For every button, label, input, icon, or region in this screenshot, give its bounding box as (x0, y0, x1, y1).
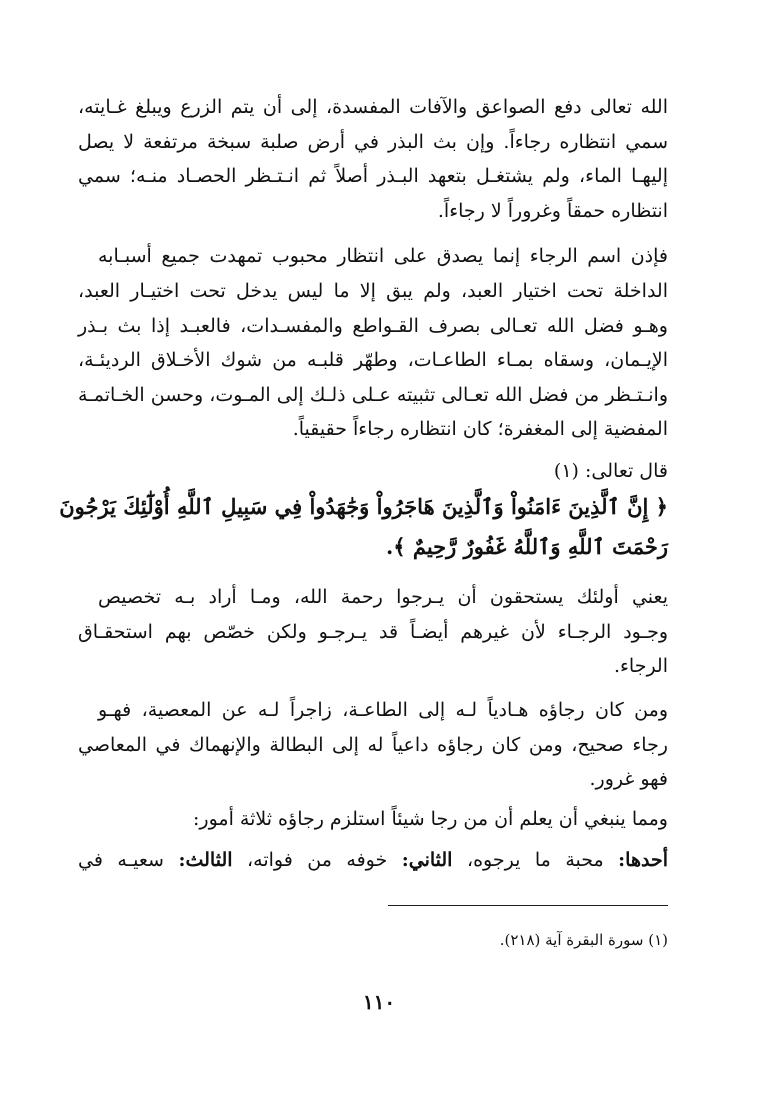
text-line: الرجاء. (613, 655, 668, 677)
page-number: ١١٠ (362, 990, 396, 1014)
verse-intro: قال تعالى: (١) (553, 460, 668, 482)
enumeration-label: الثالث: (178, 849, 233, 871)
text-line: إليهـا الماء، ولم يشتغـل بتعهد البـذر أصلاً ثم انـتـظر الحصـاد منـه؛ سمي (78, 165, 668, 187)
text-line: ومما ينبغي أن يعلم أن من رجا شيئاً استلزم رجاؤه ثلاثة أمور: (193, 808, 668, 830)
text-line: ومن كان رجاؤه هـادياً لـه إلى الطاعـة، زاجراً لـه عن المعصية، فهـو (98, 699, 668, 721)
text-line: وانـتـظر من فضل الله تعـالى تثبيته عـلى ذلـك إلى المـوت، وحسن الخـاتمـة (78, 384, 668, 406)
quran-verse-line: ﴿ إِنَّ ٱلَّذِينَ ءَامَنُواْ وَٱلَّذِينَ هَاجَرُواْ وَجَٰهَدُواْ فِي سَبِيلِ ٱللَّهِ أُوْلَٰٓئِكَ يَرْجُونَ (59, 494, 668, 519)
enumeration-text: محبة ما يرجوه، (452, 849, 619, 871)
text-line: الإيـمان، وسقاه بمـاء الطاعـات، وطهّر قلبـه من شوك الأخـلاق الرديئـة، (78, 349, 668, 371)
footnote-divider (388, 905, 668, 906)
text-line: فهو غرور. (589, 768, 668, 790)
text-line: يعني أولئك يستحقون أن يـرجوا رحمة الله، ومـا أراد بـه تخصيص (98, 586, 668, 608)
text-line (78, 845, 668, 875)
text-line: انتظاره حمقاً وغروراً لا رجاءاً. (437, 200, 668, 222)
enumeration-text: سعيـه في (78, 849, 179, 871)
enumeration-text: خوفه من فواته، (232, 849, 402, 871)
enumeration-label: الثاني: (401, 849, 453, 871)
text-line: سمي انتظاره رجاءاً. وإن بث البذر في أرض صلبة سبخة مرتفعة لا يصل (78, 131, 668, 153)
footnote: (١) سورة البقرة آية (٢١٨). (499, 931, 668, 949)
text-line: المفضية إلى المغفرة؛ كان انتظاره رجاءاً حقيقياً. (292, 418, 668, 440)
enumeration-label: أحدها: (618, 849, 668, 871)
text-line: الداخلة تحت اختيار العبد، ولم يبق إلا ما ليس يدخل تحت اختيـار العبد، (78, 280, 668, 302)
text-line: رجاء صحيح، ومن كان رجاؤه داعياً له إلى البطالة والإنهماك في المعاصي (78, 734, 668, 756)
text-line: الله تعالى دفع الصواعق والآفات المفسدة، إلى أن يتم الزرع ويبلغ غـايته، (78, 96, 668, 118)
text-line: وجـود الرجـاء لأن غيرهم أيضـاً قد يـرجـو ولكن خصّص بهم استحقـاق (78, 621, 668, 643)
text-line: وهـو فضل الله تعـالى بصرف القـواطع والمفسـدات، فالعبـد إذا بث بـذر (78, 315, 668, 337)
quran-verse-line: رَحْمَتَ ٱللَّهِ وَٱللَّهُ غَفُورٌ رَّحِيمٌ ﴾. (385, 534, 668, 559)
text-line: فإذن اسم الرجاء إنما يصدق على انتظار محبوب تمهدت جميع أسبـابه (98, 245, 668, 267)
